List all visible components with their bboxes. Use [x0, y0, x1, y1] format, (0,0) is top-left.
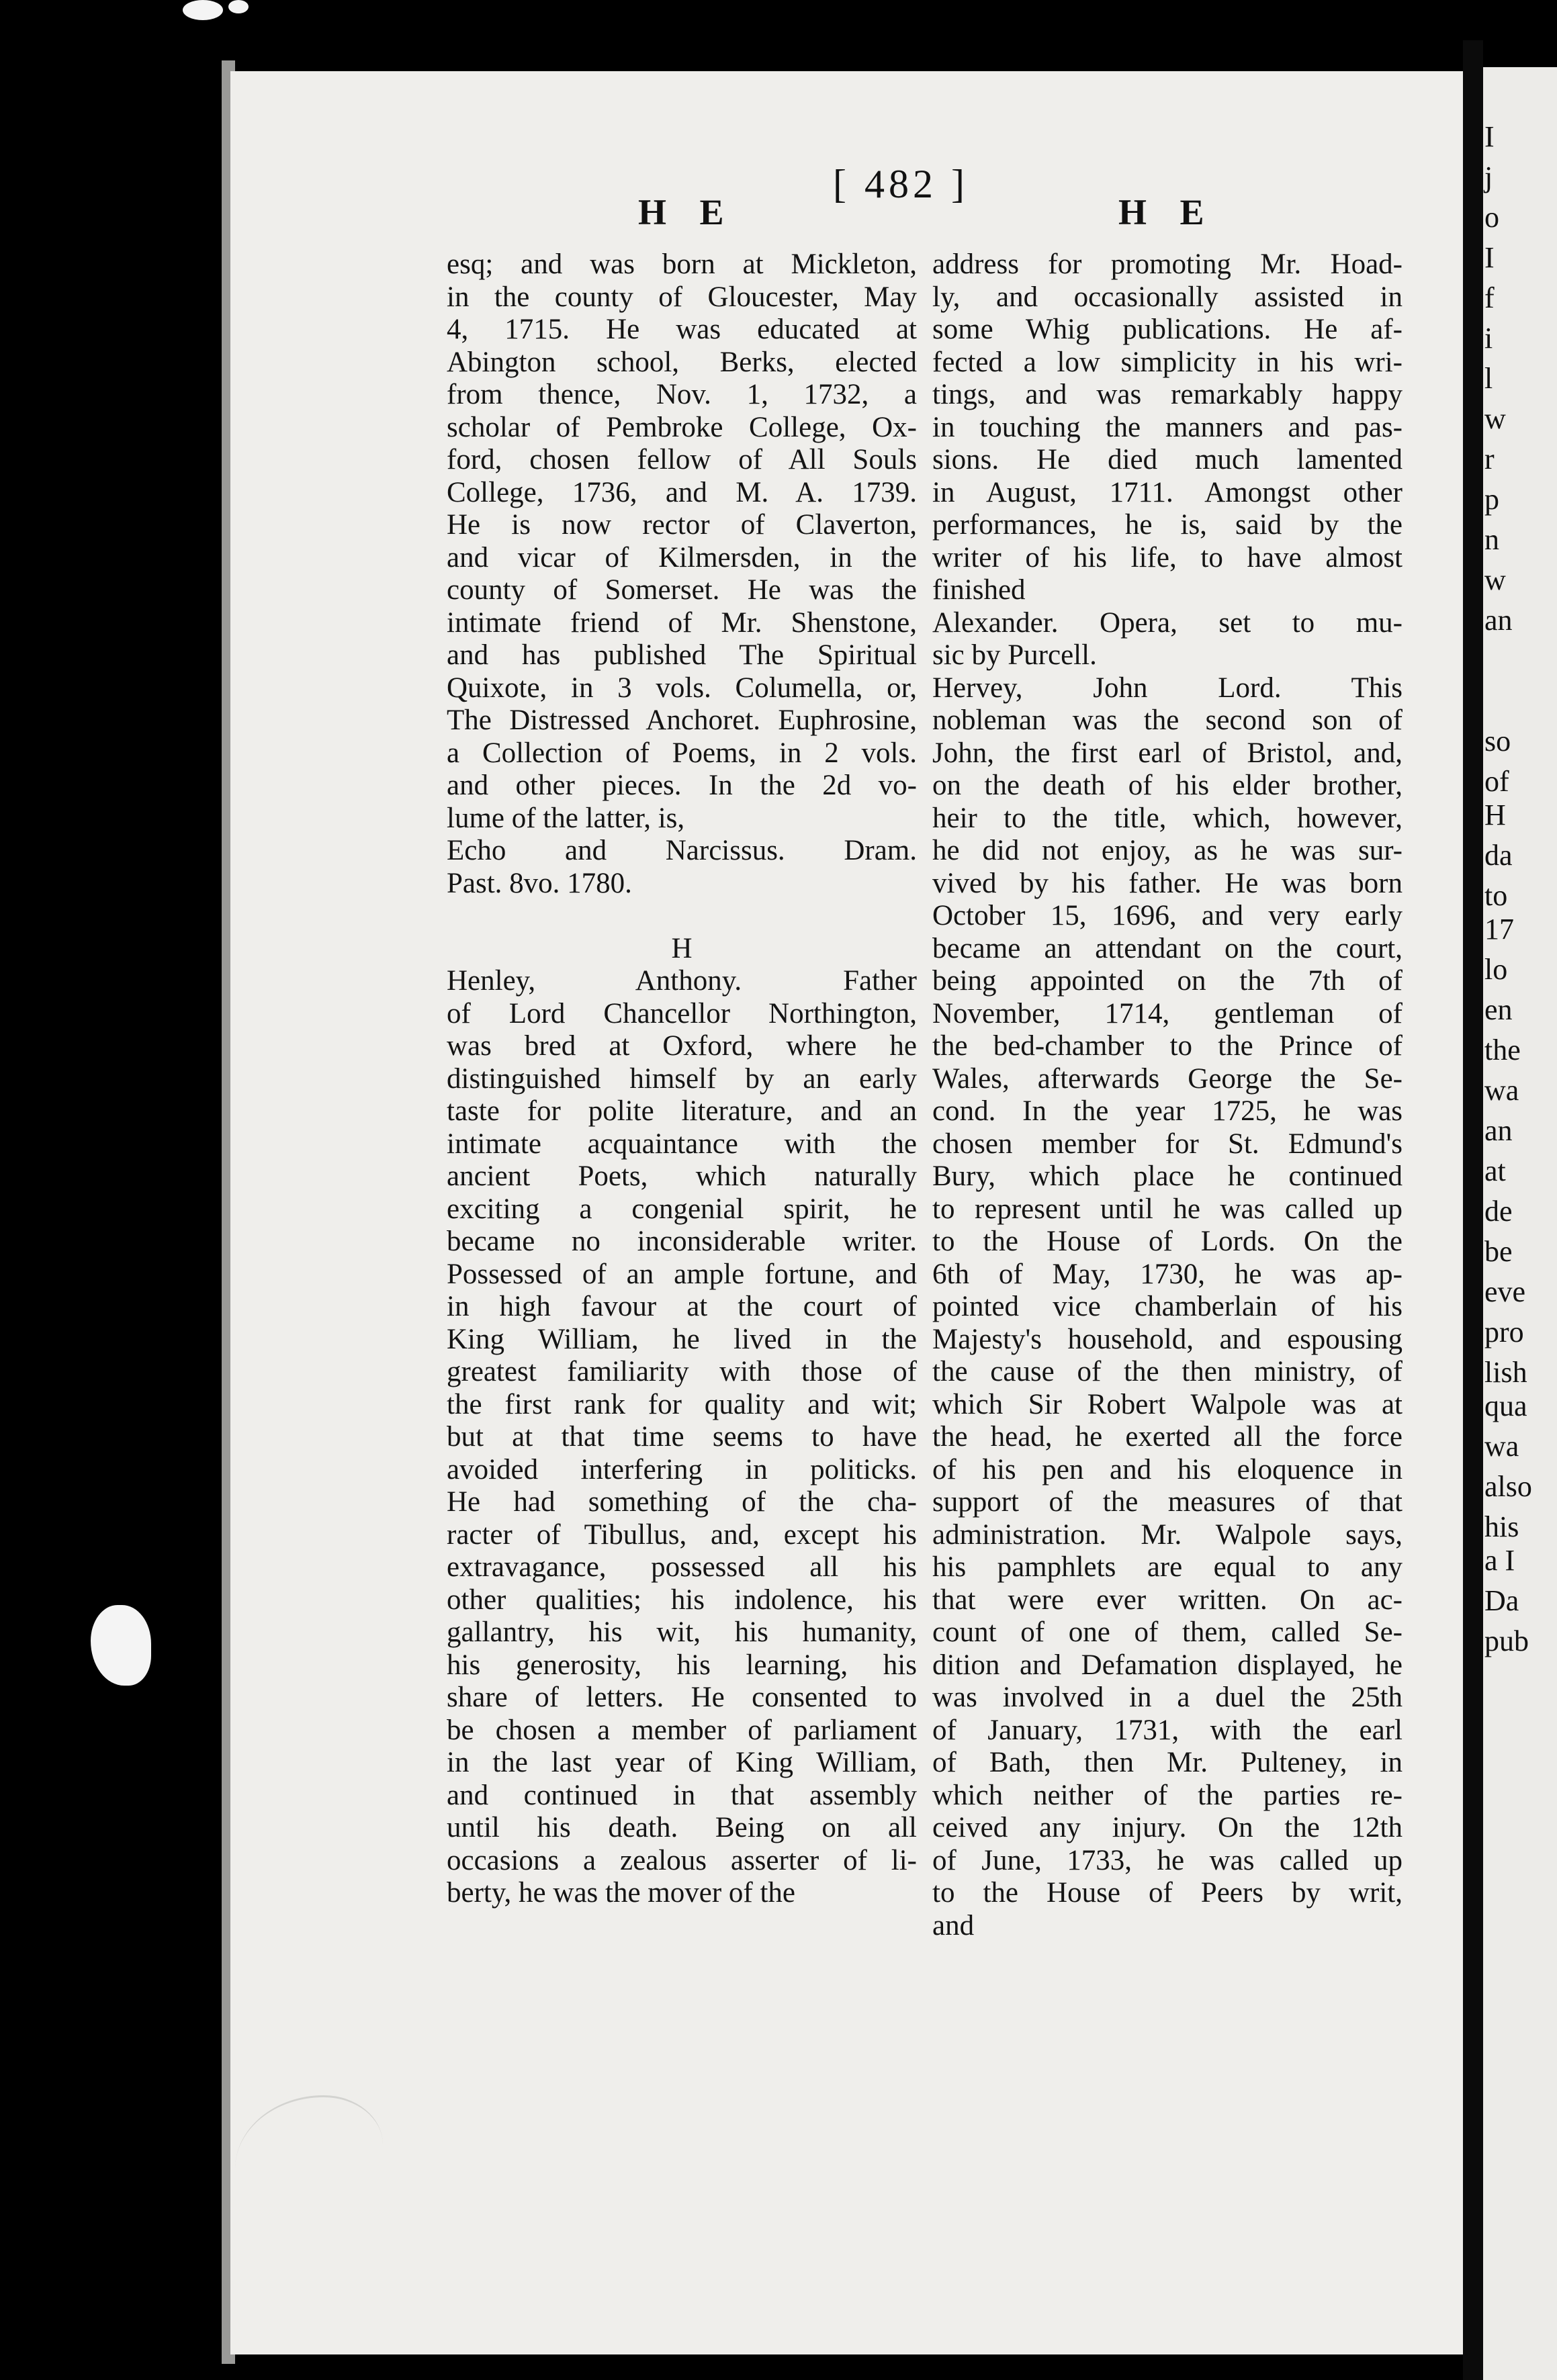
text-line: be chosen a member of parliament	[447, 1714, 917, 1746]
text-line: pointed vice chamberlain of his	[932, 1291, 1403, 1322]
text-line: in the last year of King William,	[447, 1747, 917, 1778]
text-line: from thence, Nov. 1, 1732, a	[447, 379, 917, 410]
text-line: lume of the latter, is,	[447, 802, 685, 834]
text-line: chosen member for St. Edmund's	[932, 1128, 1403, 1160]
facing-page-fragment: qua	[1484, 1389, 1527, 1422]
text-line: College, 1736, and M. A. 1739.	[447, 476, 917, 508]
facing-page-fragment: r	[1484, 443, 1495, 475]
text-line: was bred at Oxford, where he	[447, 1030, 917, 1062]
text-line: that were ever written. On ac-	[932, 1584, 1403, 1616]
left-column-text	[447, 248, 917, 1910]
text-line: distinguished himself by an early	[447, 1062, 917, 1095]
facing-page-fragment: wa	[1484, 1430, 1519, 1463]
text-line: occasions a zealous asserter of li-	[447, 1844, 917, 1876]
facing-page-fragment: eve	[1484, 1275, 1526, 1308]
text-line: 4, 1715. He was educated at	[447, 314, 917, 345]
text-line: in touching the manners and pas-	[932, 411, 1403, 443]
text-line: administration. Mr. Walpole says,	[932, 1518, 1403, 1551]
text-line: Alexander. Opera, set to mu-	[932, 606, 1403, 639]
text-line: Henley, Anthony. Father	[447, 965, 917, 997]
text-line: but at that time seems to have	[447, 1421, 917, 1453]
facing-page-fragment: the	[1484, 1034, 1521, 1066]
text-line: of Bath, then Mr. Pulteney, in	[932, 1747, 1403, 1778]
text-line: writer of his life, to have almost	[932, 541, 1403, 574]
running-head-right: H E	[1118, 192, 1216, 232]
facing-page-fragment: pro	[1484, 1316, 1524, 1348]
text-line: other qualities; his indolence, his	[447, 1584, 917, 1616]
text-line: finished	[932, 574, 1026, 606]
facing-page-fragment: I	[1484, 120, 1495, 153]
text-line: He had something of the cha-	[447, 1486, 917, 1518]
text-line: the first rank for quality and wit;	[447, 1388, 917, 1420]
text-line: sic by Purcell.	[932, 639, 1097, 671]
facing-page-fragment: a I	[1484, 1544, 1515, 1577]
text-line: extravagance, possessed all his	[447, 1551, 917, 1583]
text-line: berty, he was the mover of the	[447, 1877, 796, 1909]
facing-page-fragment: so	[1484, 725, 1511, 758]
running-head-left: H E	[638, 192, 736, 232]
text-line: a Collection of Poems, in 2 vols.	[447, 737, 917, 769]
text-line: and has published The Spiritual	[447, 639, 917, 671]
facing-page-fragment: en	[1484, 993, 1513, 1026]
text-line: Bury, which place he continued	[932, 1160, 1403, 1192]
facing-page-fragment: f	[1484, 281, 1495, 314]
text-line: county of Somerset. He was the	[447, 574, 917, 606]
facing-page-fragment: be	[1484, 1235, 1513, 1268]
text-line: his pamphlets are equal to any	[932, 1551, 1403, 1583]
text-line: taste for polite literature, and an	[447, 1095, 917, 1127]
facing-page-fragment: pub	[1484, 1624, 1529, 1657]
text-line: avoided interfering in politicks.	[447, 1453, 917, 1485]
facing-page-fragment: his	[1484, 1510, 1519, 1543]
facing-page-fragment: lo	[1484, 953, 1508, 986]
text-line	[447, 900, 917, 933]
text-line: nobleman was the second son of	[932, 704, 1403, 736]
text-line: Quixote, in 3 vols. Columella, or,	[447, 672, 917, 704]
text-line: vived by his father. He was born	[932, 867, 1403, 899]
facing-page-fragment: I	[1484, 241, 1495, 274]
text-line: sions. He died much lamented	[932, 444, 1403, 475]
text-line: fected a low simplicity in his wri-	[932, 346, 1403, 378]
text-line: address for promoting Mr. Hoad-	[932, 248, 1403, 280]
facing-page-fragment: Da	[1484, 1584, 1519, 1617]
text-line: of his pen and his eloquence in	[932, 1453, 1403, 1485]
facing-page-fragment: j	[1484, 161, 1493, 193]
text-line: the cause of the then ministry, of	[932, 1356, 1403, 1387]
text-line: ly, and occasionally assisted in	[932, 281, 1403, 313]
text-line: Wales, afterwards George the Se-	[932, 1062, 1403, 1095]
text-line: He is now rector of Claverton,	[447, 509, 917, 541]
right-column-text	[932, 248, 1403, 1942]
text-line: October 15, 1696, and very early	[932, 900, 1403, 931]
page-number: [ 482 ]	[833, 162, 969, 206]
paper-blemish	[91, 1605, 151, 1686]
text-line: the bed-chamber to the Prince of	[932, 1030, 1403, 1062]
paper-blemish	[228, 0, 249, 13]
text-line: exciting a congenial spirit, he	[447, 1193, 917, 1225]
text-line: which Sir Robert Walpole was at	[932, 1388, 1403, 1420]
facing-page-fragment: wa	[1484, 1074, 1519, 1107]
text-line: Echo and Narcissus. Dram.	[447, 835, 917, 866]
facing-page-fragment: 17	[1484, 913, 1514, 946]
book-gutter	[1463, 40, 1483, 2380]
text-line: the head, he exerted all the force	[932, 1421, 1403, 1453]
text-line: of January, 1731, with the earl	[932, 1714, 1403, 1746]
text-line: in high favour at the court of	[447, 1291, 917, 1322]
facing-page-fragment: an	[1484, 604, 1513, 637]
text-line: greatest familiarity with those of	[447, 1356, 917, 1387]
facing-page-fragment: H	[1484, 798, 1506, 831]
text-line: to represent until he was called up	[932, 1193, 1403, 1225]
text-line: Past. 8vo. 1780.	[447, 867, 632, 899]
text-line: intimate friend of Mr. Shenstone,	[447, 606, 917, 639]
facing-page-fragment: i	[1484, 322, 1493, 355]
text-line: scholar of Pembroke College, Ox-	[447, 411, 917, 443]
text-line: to the House of Peers by writ,	[932, 1877, 1403, 1909]
text-line: in August, 1711. Amongst other	[932, 476, 1403, 508]
facing-page-fragment: also	[1484, 1470, 1532, 1503]
text-line: Majesty's household, and espousing	[932, 1323, 1403, 1355]
text-line: Hervey, John Lord. This	[932, 672, 1403, 704]
text-line: became an attendant on the court,	[932, 932, 1403, 964]
facing-page-fragment: l	[1484, 362, 1493, 395]
text-line: 6th of May, 1730, he was ap-	[932, 1258, 1403, 1290]
facing-page-fragment: of	[1484, 765, 1509, 798]
facing-page-fragment: w	[1484, 402, 1506, 435]
text-line: November, 1714, gentleman of	[932, 997, 1403, 1029]
facing-page-fragment: o	[1484, 201, 1499, 234]
facing-page-fragment: at	[1484, 1154, 1506, 1187]
text-line: which neither of the parties re-	[932, 1779, 1403, 1811]
text-line: performances, he is, said by the	[932, 509, 1403, 541]
text-line: H	[671, 932, 693, 964]
text-line: esq; and was born at Mickleton,	[447, 248, 917, 280]
facing-page-fragment: an	[1484, 1114, 1513, 1147]
text-line: some Whig publications. He af-	[932, 314, 1403, 345]
text-line: and other pieces. In the 2d vo-	[447, 770, 917, 801]
text-line: and	[932, 1909, 975, 1941]
text-line: count of one of them, called Se-	[932, 1616, 1403, 1648]
text-line: heir to the title, which, however,	[932, 802, 1403, 834]
text-line: John, the first earl of Bristol, and,	[932, 737, 1403, 769]
facing-page-fragment: w	[1484, 563, 1506, 596]
text-line: dition and Defamation displayed, he	[932, 1649, 1403, 1681]
text-line: Abington school, Berks, elected	[447, 346, 917, 378]
text-line: on the death of his elder brother,	[932, 770, 1403, 801]
text-line: King William, he lived in the	[447, 1323, 917, 1355]
facing-page-edge	[1483, 67, 1557, 2380]
text-line: to the House of Lords. On the	[932, 1226, 1403, 1257]
text-line: Possessed of an ample fortune, and	[447, 1258, 917, 1290]
text-line: gallantry, his wit, his humanity,	[447, 1616, 917, 1648]
text-line: ford, chosen fellow of All Souls	[447, 444, 917, 475]
text-line: and continued in that assembly	[447, 1779, 917, 1811]
text-line: being appointed on the 7th of	[932, 965, 1403, 997]
text-line: and vicar of Kilmersden, in the	[447, 541, 917, 574]
text-line: became no inconsiderable writer.	[447, 1226, 917, 1257]
text-line: in the county of Gloucester, May	[447, 281, 917, 313]
text-line: was involved in a duel the 25th	[932, 1682, 1403, 1713]
text-line: support of the measures of that	[932, 1486, 1403, 1518]
text-line: he did not enjoy, as he was sur-	[932, 835, 1403, 866]
text-line: cond. In the year 1725, he was	[932, 1095, 1403, 1127]
text-line: his generosity, his learning, his	[447, 1649, 917, 1681]
facing-page-fragment: to	[1484, 879, 1508, 912]
facing-page-fragment: lish	[1484, 1356, 1527, 1389]
text-line: of June, 1733, he was called up	[932, 1844, 1403, 1876]
text-line: until his death. Being on all	[447, 1812, 917, 1843]
text-line: of Lord Chancellor Northington,	[447, 997, 917, 1029]
text-line: share of letters. He consented to	[447, 1682, 917, 1713]
text-line: tings, and was remarkably happy	[932, 379, 1403, 410]
facing-page-fragment: de	[1484, 1195, 1513, 1228]
facing-page-fragment: n	[1484, 523, 1499, 556]
text-line: ceived any injury. On the 12th	[932, 1812, 1403, 1843]
facing-page-fragment: da	[1484, 839, 1513, 872]
text-line: The Distressed Anchoret. Euphrosine,	[447, 704, 917, 736]
text-line: intimate acquaintance with the	[447, 1128, 917, 1160]
facing-page-fragment: p	[1484, 483, 1499, 516]
text-line: racter of Tibullus, and, except his	[447, 1518, 917, 1551]
text-line: ancient Poets, which naturally	[447, 1160, 917, 1192]
paper-blemish	[183, 0, 223, 20]
